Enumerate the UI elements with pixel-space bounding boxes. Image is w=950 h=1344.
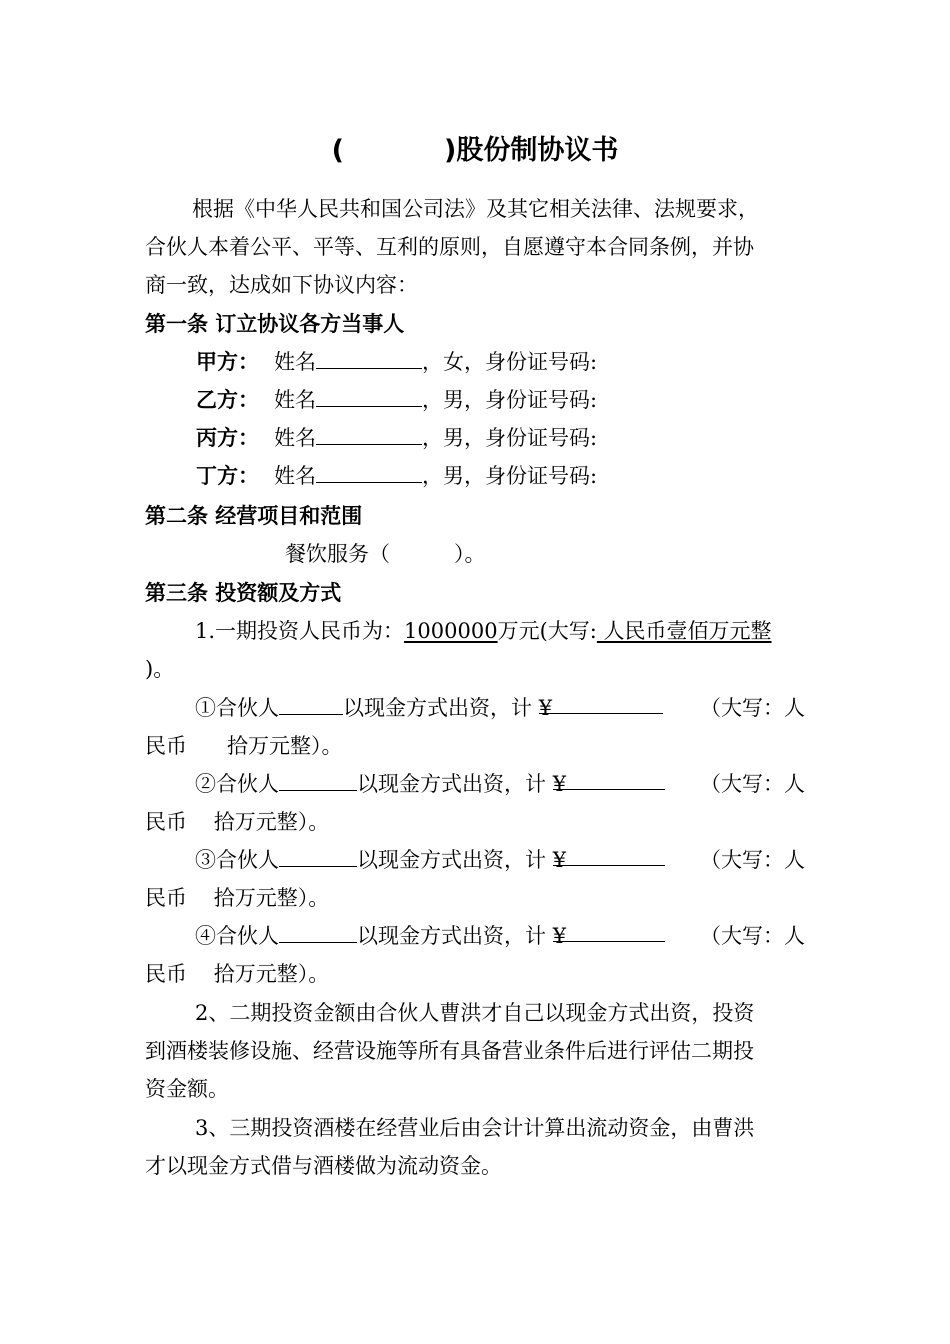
intro-line-1: 根据《中华人民共和国公司法》及其它相关法律、法规要求， [192,197,759,221]
investment-item-3-line-1: 3、三期投资酒楼在经营业后由会计计算出流动资金，由曹洪 [195,1116,755,1140]
partner-blank [279,690,343,715]
investment-item-1: 1.一期投资人民币为：1000000万元(大写: 人民币壹佰万元整 [195,619,772,643]
party-label: 丙方： [196,426,259,450]
partner-blank [279,918,357,943]
investment-item-2-line-3: 资金额。 [145,1077,229,1101]
article-2-content: 餐饮服务（ ）。 [285,542,486,566]
name-blank [316,344,422,369]
party-row: 丁方： 姓名 ，男，身份证号码: [196,457,597,495]
name-blank [316,458,422,483]
article-2-heading: 第二条 经营项目和范围 [145,504,363,528]
party-label: 丁方： [196,464,259,488]
amount-blank: ¥ [553,765,665,790]
name-blank [316,420,422,445]
partner-blank [279,842,357,867]
partner-row-cont: 民币 拾万元整）。 [145,734,343,758]
partner-row-cont: 民币 拾万元整）。 [145,810,330,834]
partner-row: ①合伙人 以现金方式出资，计 ¥ （大写：人 [195,689,805,727]
investment-item-3-line-2: 才以现金方式借与酒楼做为流动资金。 [145,1154,502,1178]
investment-item-2-line-1: 2、二期投资金额由合伙人曹洪才自己以现金方式出资，投资 [195,1001,755,1025]
document-title: ( )股份制协议书 [331,135,619,166]
party-row: 乙方： 姓名 ，男，身份证号码: [196,381,597,419]
investment-amount: 1000000 [404,619,498,643]
party-row: 甲方： 姓名 ，女，身份证号码: [196,343,597,381]
article-3-heading: 第三条 投资额及方式 [145,581,342,605]
partner-row-cont: 民币 拾万元整）。 [145,886,330,910]
name-blank [316,382,422,407]
investment-item-1-end: )。 [145,657,175,681]
intro-line-3: 商一致，达成如下协议内容： [145,273,418,297]
partner-row: ④合伙人 以现金方式出资，计 ¥ （大写：人 [195,917,805,955]
amount-blank: ¥ [553,841,665,866]
investment-amount-upper: 人民币壹佰万元整 [596,619,772,643]
partner-row-cont: 民币 拾万元整）。 [145,962,330,986]
party-row: 丙方： 姓名 ，男，身份证号码: [196,419,597,457]
amount-blank: ¥ [553,917,665,942]
partner-blank [279,766,357,791]
party-label: 乙方： [196,388,259,412]
intro-line-2: 合伙人本着公平、平等、互利的原则，自愿遵守本合同条例，并协 [145,235,754,259]
partner-row: ③合伙人 以现金方式出资，计 ¥ （大写：人 [195,841,805,879]
partner-row: ②合伙人 以现金方式出资，计 ¥ （大写：人 [195,765,805,803]
article-1-heading: 第一条 订立协议各方当事人 [145,312,405,336]
party-label: 甲方： [196,350,259,374]
investment-item-2-line-2: 到酒楼装修设施、经营设施等所有具备营业条件后进行评估二期投 [145,1039,754,1063]
amount-blank: ¥ [539,689,663,714]
